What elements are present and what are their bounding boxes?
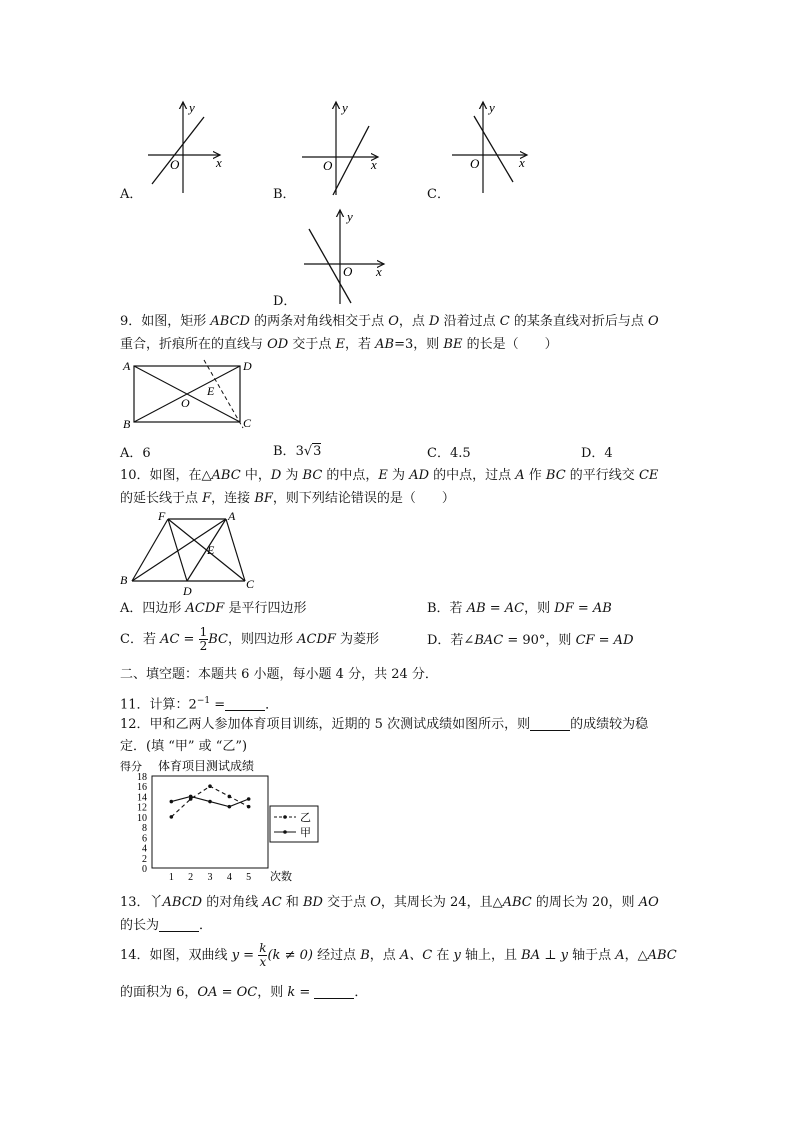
q9-line2: 重合，折痕所在的直线与 OD 交于点 E，若 AB=3，则 BE 的长是（ ） <box>120 337 558 352</box>
q10-line2: 的延长线于点 F，连接 BF，则下列结论错误的是（ ） <box>120 491 455 506</box>
x-tick-label: 3 <box>207 872 213 883</box>
q10-option-b[interactable]: B．若 AB = AC，则 DF = AB <box>427 601 612 616</box>
section-heading: 二、填空题：本题共 6 小题，每小题 4 分，共 24 分． <box>120 667 438 682</box>
svg-text:O: O <box>343 264 353 279</box>
q14-line1: 14．如图，双曲线 y = $\frac{k}{x}$ (k ≠ 0) 经过点 B，点 A、C 在 y 轴上，且 BA ⊥ y 轴于点 A，△ABC <box>120 941 677 969</box>
x-tick-label: 1 <box>168 872 174 883</box>
y-tick-label: 4 <box>142 843 147 855</box>
svg-text:x: x <box>519 155 525 170</box>
q9-line1: 9．如图，矩形 ABCD 的两条对角线相交于点 O，点 D 沿着过点 C 的某条直线对折后与点 O <box>120 314 659 329</box>
y-tick-label: 12 <box>137 802 147 814</box>
q10-option-d[interactable]: D．若∠BAC = 90°，则 CF = AD <box>427 633 634 648</box>
svg-text:C: C <box>246 577 255 591</box>
q12-answer-blank[interactable] <box>530 716 570 731</box>
svg-text:O: O <box>181 396 190 410</box>
svg-text:F: F <box>158 509 166 523</box>
x-tick-label: 5 <box>246 872 252 883</box>
svg-text:C: C <box>243 416 252 430</box>
option-c-label[interactable]: C． <box>427 187 450 202</box>
graph-d[interactable] <box>304 209 384 304</box>
y-tick-label: 10 <box>137 812 147 824</box>
x-tick-label: 2 <box>188 872 194 883</box>
q10-option-a[interactable]: A．四边形 ACDF 是平行四边形 <box>120 601 307 616</box>
data-point-乙 <box>170 815 174 819</box>
data-point-甲 <box>170 800 174 804</box>
data-point-乙 <box>208 784 212 788</box>
y-axis-label: 得分 <box>120 761 142 773</box>
svg-text:B: B <box>120 573 128 587</box>
q10-line1: 10．如图，在△ABC 中，D 为 BC 的中点，E 为 AD 的中点，过点 A 作 BC 的平行线交 CE <box>120 468 659 483</box>
svg-text:x: x <box>371 157 377 172</box>
q11: 11．计算：$2^{-1}$ = ． <box>120 696 279 713</box>
q14-line2: 的面积为 6，OA = OC，则 k = ． <box>120 985 368 1000</box>
y-tick-label: 8 <box>142 823 147 835</box>
graph-c[interactable] <box>452 100 527 193</box>
chart-title: 体育项目测试成绩 <box>158 759 255 773</box>
q8-graphs <box>0 0 794 310</box>
svg-text:E: E <box>207 543 215 557</box>
option-b-label[interactable]: B． <box>273 187 296 202</box>
y-tick-label: 2 <box>142 853 147 865</box>
x-axis-label: 次数 <box>270 871 292 883</box>
svg-text:y: y <box>347 209 353 224</box>
q12-line1: 12．甲和乙两人参加体育项目训练，近期的 5 次测试成绩如图所示，则 的成绩较为稳 <box>120 717 649 732</box>
y-tick-label: 0 <box>142 864 147 875</box>
data-point-甲 <box>189 795 193 799</box>
legend-marker-甲 <box>283 830 287 834</box>
legend-marker-乙 <box>283 815 287 819</box>
svg-text:B: B <box>123 417 131 431</box>
q13-line2: 的长为 ． <box>120 918 213 933</box>
x-tick-label: 4 <box>226 872 232 883</box>
q11-answer-blank[interactable] <box>225 696 265 711</box>
graph-a[interactable] <box>148 100 222 193</box>
graph-a-line <box>152 117 204 184</box>
data-point-甲 <box>228 805 232 809</box>
graph-c-line <box>474 116 513 182</box>
score-chart <box>118 756 328 886</box>
svg-text:D: D <box>243 359 252 373</box>
graph-b[interactable] <box>302 100 378 195</box>
q9-option-a[interactable]: A．6 <box>120 446 151 461</box>
legend-label-乙: 乙 <box>300 812 311 824</box>
data-point-甲 <box>247 797 251 801</box>
svg-text:y: y <box>489 100 495 115</box>
data-point-乙 <box>228 795 232 799</box>
data-point-甲 <box>208 800 212 804</box>
q9-option-b[interactable]: B．3√3 <box>273 444 322 459</box>
svg-text:x: x <box>216 155 222 170</box>
q12-line2: 定．(填 “甲” 或 “乙”) <box>120 739 248 754</box>
q9-option-d[interactable]: D．4 <box>581 446 613 461</box>
q13-answer-blank[interactable] <box>159 917 199 932</box>
graph-a-y: y <box>189 100 195 115</box>
q13-line1: 13．丫ABCD 的对角线 AC 和 BD 交于点 O，其周长为 24，且△ABC 的周长为 20，则 AO <box>120 895 659 910</box>
option-d-label[interactable]: D． <box>273 294 297 309</box>
plot-frame <box>152 776 268 868</box>
y-tick-label: 6 <box>142 833 147 845</box>
data-point-乙 <box>247 805 251 809</box>
y-tick-label: 14 <box>137 792 147 804</box>
svg-text:y: y <box>342 100 348 115</box>
svg-text:E: E <box>207 384 215 398</box>
svg-text:D: D <box>183 584 192 598</box>
svg-text:O: O <box>170 157 180 172</box>
y-tick-label: 16 <box>137 782 147 794</box>
svg-text:O: O <box>470 156 480 171</box>
q10-option-c[interactable]: C．若 AC = $\frac{1}{2}$ BC，则四边形 ACDF 为菱形 <box>120 625 380 653</box>
q14-answer-blank[interactable] <box>314 984 354 999</box>
legend-label-甲: 甲 <box>300 827 311 839</box>
q9-option-c[interactable]: C．4.5 <box>427 446 471 461</box>
q9-rectangle-figure <box>118 356 268 436</box>
y-tick-label: 18 <box>137 772 147 783</box>
svg-text:A: A <box>123 359 131 373</box>
option-a-label[interactable]: A． <box>120 187 143 202</box>
svg-text:O: O <box>323 158 333 173</box>
graph-b-line <box>333 126 369 195</box>
q10-triangle-figure <box>115 508 265 598</box>
svg-text:x: x <box>376 264 382 279</box>
svg-text:A: A <box>228 509 236 523</box>
